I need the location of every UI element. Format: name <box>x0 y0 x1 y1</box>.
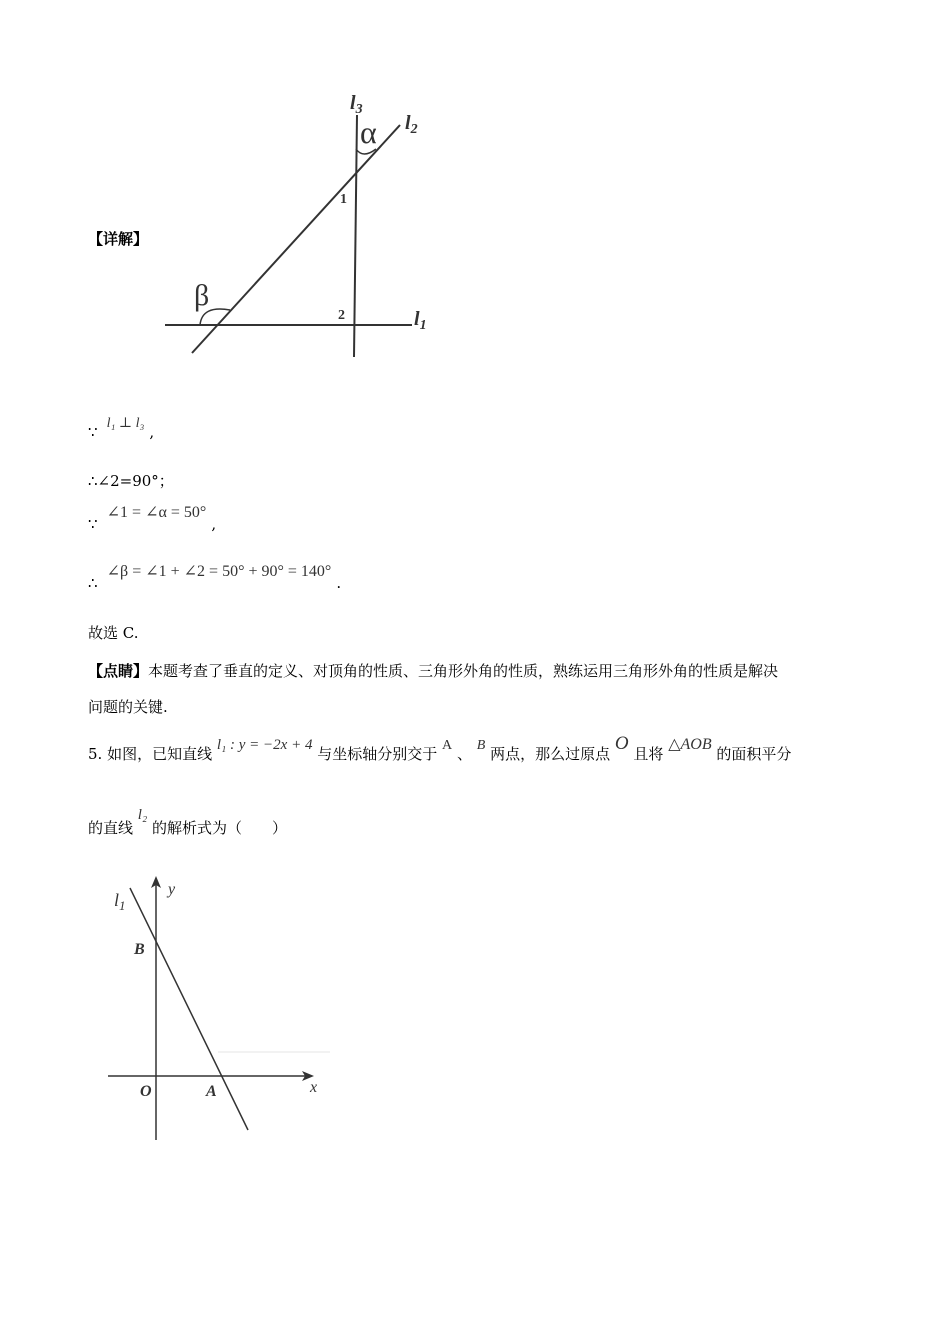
proof-line-2: ∴∠2=90°； <box>88 472 174 490</box>
question-part5: 的面积平分 <box>716 745 792 763</box>
answer-line: 故选 C. <box>88 624 139 642</box>
line-l2-symbol: l₂ <box>137 807 148 823</box>
label-x: x <box>310 1079 318 1096</box>
comment-text-1: 本题考查了垂直的定义、对顶角的性质、三角形外角的性质，熟练运用三角形外角的性质是解决 <box>148 662 779 680</box>
label-angle-2: 2 <box>338 308 345 323</box>
question-sep: 、 <box>456 745 472 763</box>
label-angle-1: 1 <box>340 192 347 207</box>
point-b: B <box>476 738 486 753</box>
proof-line-1-suffix: , <box>149 423 155 441</box>
detail-label: 【详解】 <box>88 230 149 248</box>
label-l1: $l_1$ <box>414 308 427 333</box>
question-line-equation: l₁ : y = −2x + 4 <box>216 737 313 753</box>
label-l3: $l_3$ <box>350 92 363 117</box>
question-part4: 且将 <box>633 745 664 763</box>
label-l1-graph: $l_1$ <box>114 890 126 913</box>
comment-line-1 <box>88 660 778 681</box>
triangle-aob: △AOB <box>668 736 712 753</box>
therefore-symbol: ∴ <box>88 574 98 592</box>
because-symbol-2: ∵ <box>88 515 98 533</box>
because-symbol: ∵ <box>88 423 98 441</box>
point-a: A <box>442 738 453 753</box>
question-line2-part2: 的解析式为（ ） <box>151 819 287 837</box>
question-number: 5. <box>88 745 103 763</box>
proof-line-3-math: ∠1 = ∠α = 50° <box>106 504 207 521</box>
question-line-2 <box>88 803 287 837</box>
line-l2 <box>192 125 400 353</box>
proof-line-4-suffix: . <box>336 574 342 592</box>
label-b: B <box>134 941 145 958</box>
label-beta: β <box>194 279 210 312</box>
question-line-1 <box>88 733 792 763</box>
question-part3: 两点，那么过原点 <box>490 745 611 763</box>
label-o: O <box>140 1083 152 1100</box>
proof-line-3-suffix: , <box>211 515 217 533</box>
proof-line-1-math: l₁ ⊥ l₃ <box>106 416 145 431</box>
line-l3 <box>354 115 357 357</box>
proof-line-4-math: ∠β = ∠1 + ∠2 = 50° + 90° = 140° <box>106 563 332 580</box>
label-a: A <box>206 1083 217 1100</box>
figure-angle-lines <box>150 85 450 370</box>
comment-label: 【点睛】 <box>88 662 149 680</box>
proof-line-4 <box>88 561 342 592</box>
point-o: O <box>614 733 629 754</box>
question-line2-part1: 的直线 <box>88 819 134 837</box>
question-part1: 如图，已知直线 <box>107 745 213 763</box>
figure-coordinate-axes <box>100 870 340 1150</box>
proof-line-1 <box>88 412 155 441</box>
label-l2: $l_2$ <box>405 112 418 137</box>
label-alpha: α <box>360 114 377 150</box>
comment-line-2: 问题的关键. <box>88 698 168 716</box>
proof-line-3 <box>88 502 217 533</box>
label-y: y <box>168 881 176 898</box>
question-part2: 与坐标轴分别交于 <box>317 745 438 763</box>
